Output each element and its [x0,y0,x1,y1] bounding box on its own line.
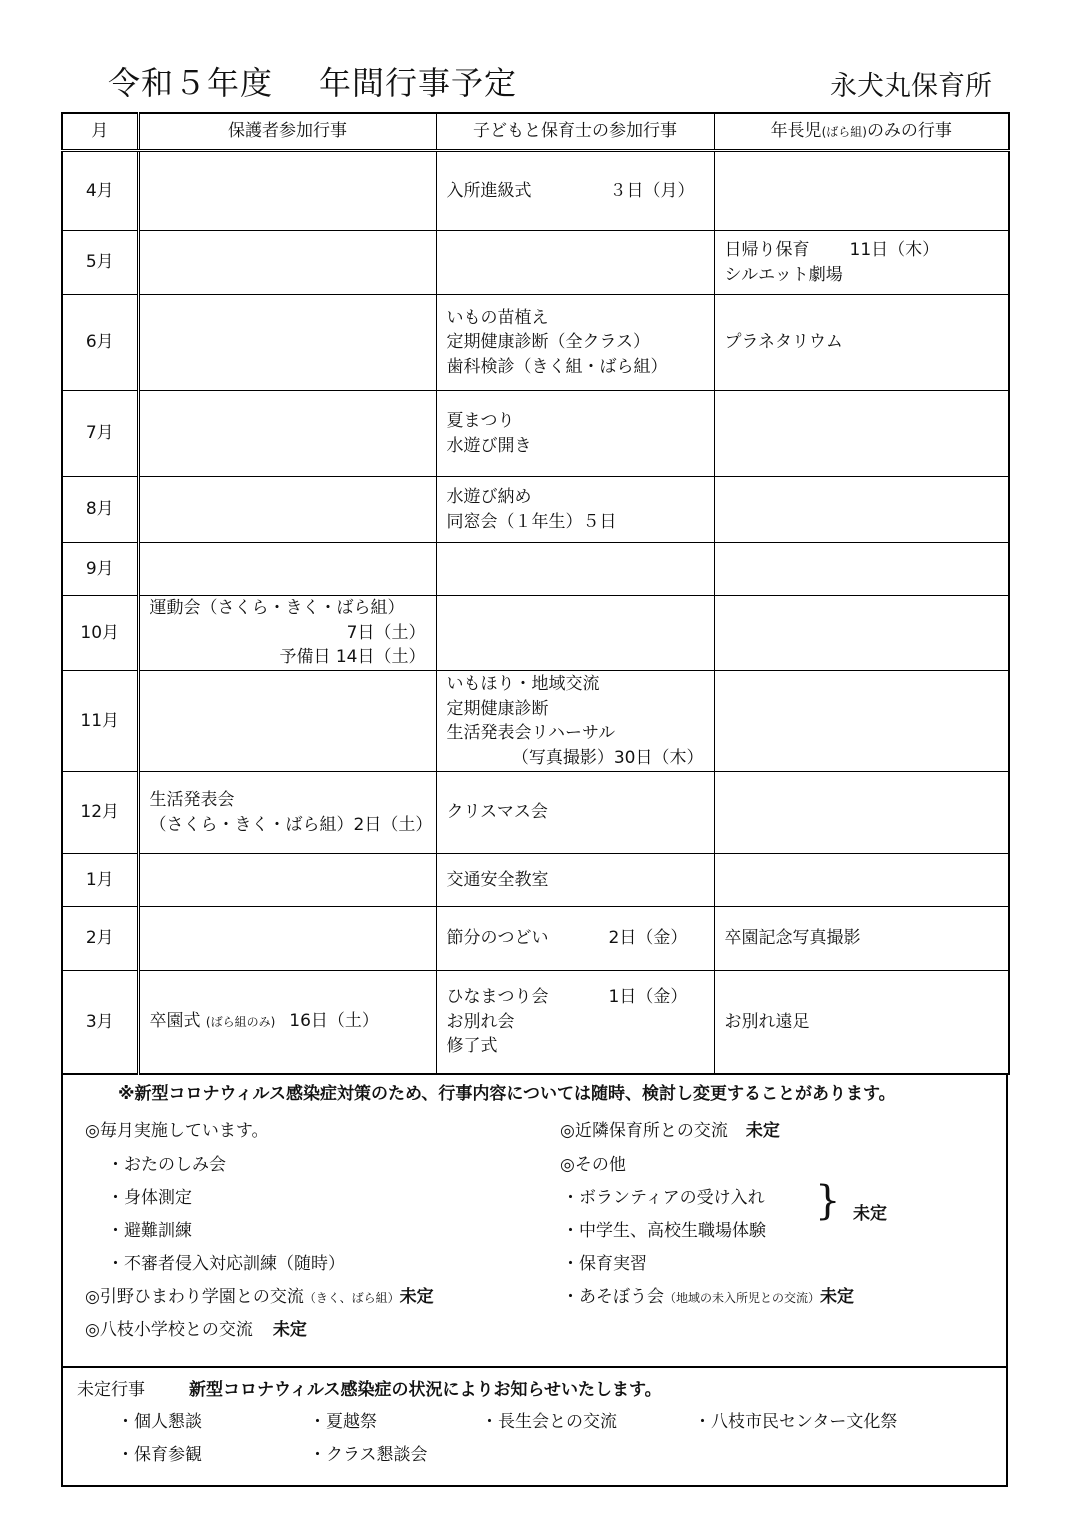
child-cell [436,543,714,596]
senior-cell: 卒園記念写真撮影 [714,907,1009,971]
table-row [62,907,1009,971]
monthly-item: ・不審者侵入対応訓練（随時） [107,1254,345,1274]
child-cell [436,596,714,671]
parent-cell [138,671,436,772]
title-year: 令和５年度 [108,64,274,102]
school-name: 永犬丸保育所 [830,71,992,102]
undecided-item: ・個人懇談 [117,1412,202,1432]
hikino-exchange: ◎引野ひまわり学園との交流（きく、ばら組）未定 [85,1287,434,1307]
notes-section [61,1073,1008,1366]
parent-cell [138,151,436,231]
senior-cell [714,596,1009,671]
parent-cell [138,907,436,971]
child-cell: 入所進級式 ３日（月） [436,151,714,231]
covid-notice: ※新型コロナウィルス感染症対策のため、行事内容については随時、検討し変更することがあります。 [118,1084,896,1104]
senior-cell [714,772,1009,854]
undecided-item: ・長生会との交流 [481,1412,617,1432]
month-cell: 12月 [62,772,138,854]
undecided-message: 新型コロナウィルス感染症の状況によりお知らせいたします。 [189,1380,662,1400]
undecided-item: ・夏越祭 [309,1412,377,1432]
parent-cell [138,854,436,907]
title-main: 年間行事予定 [319,64,518,102]
child-cell: 交通安全教室 [436,854,714,907]
brace-icon: } [815,1178,841,1224]
month-cell: 3月 [62,971,138,1074]
child-cell: 節分のつどい 2日（金） [436,907,714,971]
month-cell: 7月 [62,391,138,477]
child-cell [436,231,714,295]
month-cell: 11月 [62,671,138,772]
child-cell: いもの苗植え 定期健康診断（全クラス） 歯科検診（きく組・ばら組） [436,295,714,391]
parent-cell [138,477,436,543]
month-cell: 10月 [62,596,138,671]
monthly-heading: ◎毎月実施しています。 [85,1121,269,1141]
table-row [62,543,1009,596]
neighbor-exchange: ◎近隣保育所との交流 未定 [560,1121,780,1141]
parent-cell: 卒園式 (ばら組のみ) 16日（土） [138,971,436,1074]
other-undecided: 未定 [853,1204,887,1224]
month-cell: 1月 [62,854,138,907]
month-cell: 6月 [62,295,138,391]
table-row [62,971,1009,1074]
senior-cell [714,477,1009,543]
monthly-item: ・おたのしみ会 [107,1155,226,1175]
other-students: ・中学生、高校生職場体験 [562,1221,766,1241]
header-senior: 年長児(ばら組)のみの行事 [714,113,1009,151]
senior-cell: プラネタリウム [714,295,1009,391]
table-row [62,671,1009,772]
parent-cell [138,295,436,391]
undecided-item: ・クラス懇談会 [309,1445,428,1465]
month-cell: 9月 [62,543,138,596]
header-child: 子どもと保育士の参加行事 [436,113,714,151]
table-row [62,854,1009,907]
monthly-item: ・避難訓練 [107,1221,192,1241]
table-row [62,596,1009,671]
other-volunteer: ・ボランティアの受け入れ [562,1188,765,1208]
parent-cell: 運動会（さくら・きく・ばら組） 7日（土） 予備日 14日（土） [138,596,436,671]
senior-cell: 日帰り保育 11日（木） シルエット劇場 [714,231,1009,295]
senior-cell [714,854,1009,907]
table-row [62,391,1009,477]
senior-cell [714,391,1009,477]
monthly-item: ・身体測定 [107,1188,192,1208]
undecided-events-box [61,1366,1008,1487]
senior-cell [714,151,1009,231]
table-row [62,477,1009,543]
header-month: 月 [62,113,138,151]
senior-cell: お別れ遠足 [714,971,1009,1074]
page-title [108,58,517,104]
parent-cell [138,543,436,596]
table-row [62,151,1009,231]
header-parent: 保護者参加行事 [138,113,436,151]
month-cell: 5月 [62,231,138,295]
undecided-item: ・保育参観 [117,1445,202,1465]
other-heading: ◎その他 [560,1155,626,1175]
month-cell: 8月 [62,477,138,543]
table-row [62,295,1009,391]
senior-cell [714,671,1009,772]
asobou-exchange: ・あそぼう会（地域の未入所児との交流）未定 [562,1287,855,1307]
other-practice: ・保育実習 [562,1254,647,1274]
table-header-row [62,113,1009,151]
undecided-label: 未定行事 [77,1380,145,1400]
parent-cell [138,391,436,477]
schedule-table [61,112,1010,1075]
month-cell: 4月 [62,151,138,231]
yaeda-exchange: ◎八枝小学校との交流 未定 [85,1320,307,1340]
child-cell: いもほり・地域交流 定期健康診断 生活発表会リハーサル （写真撮影）30日（木） [436,671,714,772]
child-cell: ひなまつり会 1日（金） お別れ会 修了式 [436,971,714,1074]
table-row [62,772,1009,854]
undecided-item: ・八枝市民センター文化祭 [694,1412,898,1432]
parent-cell: 生活発表会 （さくら・きく・ばら組）2日（土） [138,772,436,854]
parent-cell [138,231,436,295]
table-row [62,231,1009,295]
child-cell: 夏まつり 水遊び開き [436,391,714,477]
senior-cell [714,543,1009,596]
child-cell: 水遊び納め 同窓会（１年生）５日 [436,477,714,543]
child-cell: クリスマス会 [436,772,714,854]
month-cell: 2月 [62,907,138,971]
